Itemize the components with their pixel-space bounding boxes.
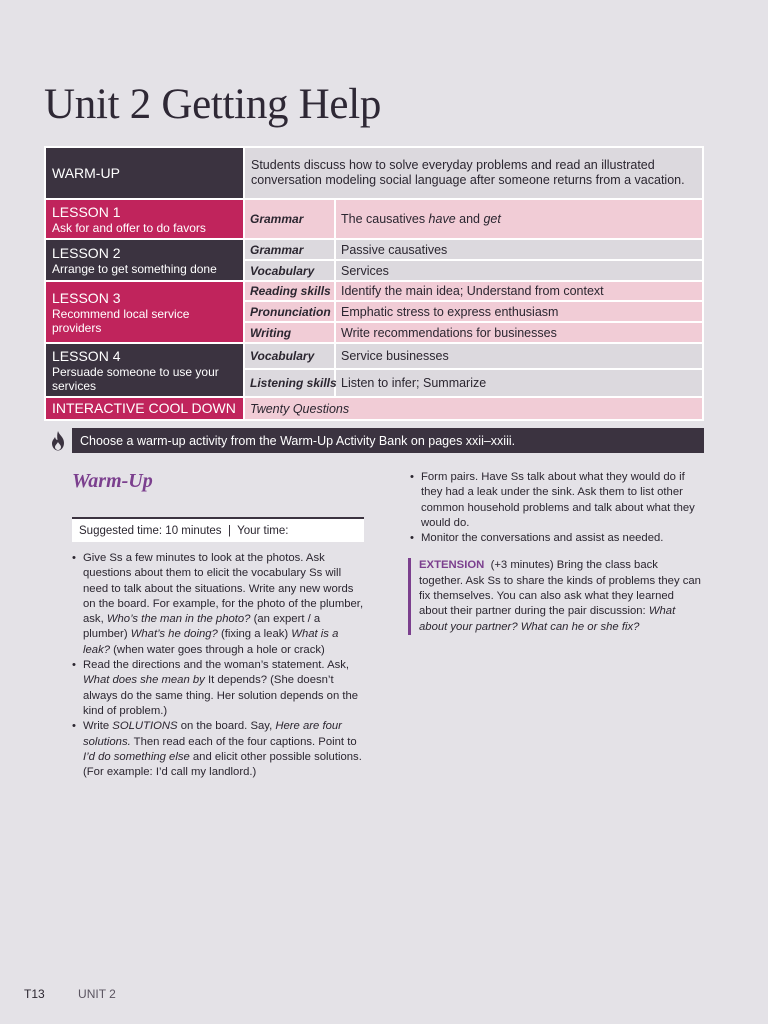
lesson-category: Writing <box>244 322 335 343</box>
flame-icon <box>44 428 72 453</box>
text: It depends? (She doesn’t always do the same thing. Her solution depends on the kind of problem.) <box>83 674 359 717</box>
text: Write <box>83 720 113 733</box>
text: (when water goes through a hole or crack) <box>110 643 325 656</box>
lesson-value: Listen to infer; Summarize <box>335 369 703 397</box>
lesson-category: Listening skills <box>244 369 335 397</box>
warmup-activity-note <box>44 428 704 453</box>
text: and elicit other possible solutions. (For example: I’d call my landlord.) <box>83 750 362 779</box>
lesson-4-row <box>45 343 703 369</box>
left-column <box>70 551 366 780</box>
lesson-value: Identify the main idea; Understand from context <box>335 281 703 301</box>
value-text: and <box>455 212 484 226</box>
page-number: T13 <box>24 987 45 1001</box>
value-text: The causatives <box>341 212 429 226</box>
list-item <box>70 551 366 658</box>
text: Read the directions and the woman’s statement. Ask, <box>83 659 350 672</box>
lesson-subtitle: Recommend local service providers <box>52 306 190 335</box>
footer-unit: UNIT 2 <box>78 987 116 1001</box>
lesson-category: Reading skills <box>244 281 335 301</box>
value-italic: have <box>428 212 456 226</box>
warmup-description: Students discuss how to solve everyday problems and read an illustrated conversation modeling social language after someone returns from a vacation. <box>244 147 703 199</box>
text: (fixing a leak) <box>217 628 292 641</box>
warmup-label: WARM-UP <box>52 164 120 181</box>
cooldown-row <box>45 397 703 420</box>
suggested-time-box <box>72 517 364 542</box>
lesson-value <box>335 199 703 239</box>
italic-text: Here are four solutions. <box>83 720 342 748</box>
lesson-category: Vocabulary <box>244 260 335 281</box>
warmup-label-cell <box>45 147 244 199</box>
lesson-subtitle: Persuade someone to use your services <box>52 364 219 393</box>
note-bar-text: Choose a warm-up activity from the Warm-Up Activity Bank on pages xxii–xxiii. <box>72 428 704 453</box>
lesson-heading: LESSON 3 <box>52 289 121 306</box>
lesson-value: Passive causatives <box>335 239 703 260</box>
lesson-heading: LESSON 2 <box>52 244 121 261</box>
cooldown-value <box>244 397 703 420</box>
cooldown-label-cell <box>45 397 244 420</box>
lesson-value: Services <box>335 260 703 281</box>
lesson-2-row <box>45 239 703 260</box>
italic-text: I’d do something else <box>83 750 190 763</box>
lesson-3-row <box>45 281 703 301</box>
text: on the board. Say, <box>177 720 276 733</box>
value-italic: Twenty Questions <box>250 401 350 416</box>
lesson-category: Grammar <box>244 199 335 239</box>
list-item <box>70 658 366 719</box>
text: (an expert / a plumber) <box>83 613 321 641</box>
italic-text: What’s he doing? <box>130 628 218 641</box>
text: Give Ss a few minutes to look at the photos. Ask questions about them to elicit the vocabulary Ss will need to talk about the situations. Write any new words on the board. For example, for the photo of the plumber, ask, <box>83 552 364 626</box>
lesson-category: Vocabulary <box>244 343 335 369</box>
lesson-value: Service businesses <box>335 343 703 369</box>
suggested-time-text: Suggested time: 10 minutes | Your time: <box>79 524 289 537</box>
lesson-4-label <box>45 343 244 397</box>
page-title: Unit 2 Getting Help <box>44 81 382 128</box>
unit-overview-table <box>44 146 704 421</box>
lesson-3-label <box>45 281 244 343</box>
extension-box <box>408 558 704 634</box>
extension-text: (+3 minutes) Bring the class back together. Ask Ss to share the kinds of problems they can fix themselves. You can also ask what they learned about their partner during the pair discussion: <box>419 559 705 618</box>
extension-italic: What about your partner? What can he or she fix? <box>419 605 676 633</box>
lesson-category: Pronunciation <box>244 301 335 322</box>
lesson-category: Grammar <box>244 239 335 260</box>
lesson-subtitle: Arrange to get something done <box>52 261 217 276</box>
page-footer <box>24 987 116 1001</box>
cooldown-label: INTERACTIVE COOL DOWN <box>52 400 236 416</box>
warmup-heading: Warm-Up <box>72 470 153 492</box>
extension-label: EXTENSION <box>419 559 485 572</box>
lesson-heading: LESSON 1 <box>52 203 121 220</box>
value-italic: get <box>483 212 501 226</box>
lesson-value: Emphatic stress to express enthusiasm <box>335 301 703 322</box>
italic-text: What is a leak? <box>83 628 339 656</box>
lesson-1-label <box>45 199 244 239</box>
lesson-heading: LESSON 4 <box>52 347 121 364</box>
italic-text: What does she mean by <box>83 674 205 687</box>
text: Then read each of the four captions. Point to <box>130 735 357 748</box>
warmup-row <box>45 147 703 199</box>
lesson-subtitle: Ask for and offer to do favors <box>52 220 206 235</box>
list-item <box>70 719 366 780</box>
lesson-1-row <box>45 199 703 239</box>
lesson-value: Write recommendations for businesses <box>335 322 703 343</box>
right-column <box>408 470 704 635</box>
italic-text: Who’s the man in the photo? <box>106 613 251 626</box>
list-item: • Form pairs. Have Ss talk about what they would do if they had a leak under the sink. Ask them to list other common household problems and talk about what they would do. <box>408 470 704 531</box>
lesson-2-label <box>45 239 244 281</box>
italic-text: SOLUTIONS <box>112 720 178 733</box>
list-item: • Monitor the conversations and assist as needed. <box>408 531 704 546</box>
